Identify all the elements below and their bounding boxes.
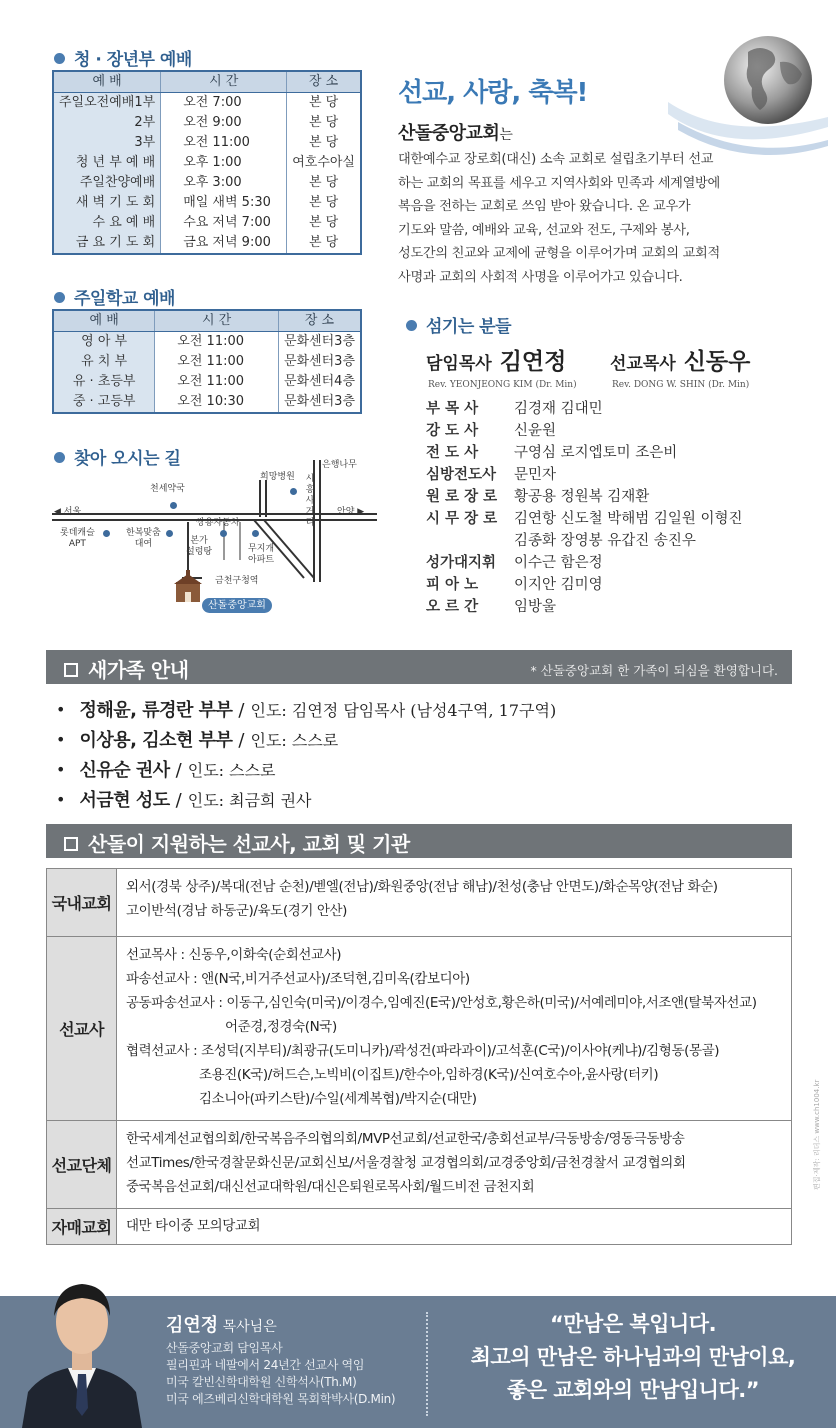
directions-title: 찾아 오시는 길 [54, 444, 180, 469]
intro-line: 복음을 전하는 교회로 쓰임 받아 왔습니다. 온 교우가 [398, 199, 691, 215]
support-bar [46, 824, 792, 858]
map-pin [290, 488, 297, 495]
table-row [47, 1209, 792, 1245]
staff-role: 성가대지휘 [426, 555, 497, 571]
map-label-church: 산돌중앙교회 [202, 598, 272, 613]
worship-place: 본 당 [308, 135, 339, 150]
servants-title: 섬기는 분들 [406, 312, 511, 337]
worship-name: 주일찬양예배 [53, 173, 161, 193]
map-label-lotte: 롯데캐슬 APT [60, 528, 95, 549]
youth-worship-table [52, 70, 362, 255]
intro-title: 선교, 사랑, 축복! [398, 78, 588, 108]
staff-list [426, 398, 743, 618]
domestic-churches: 외서(경북 상주)/복대(전남 순천)/벧엘(전남)/화원중앙(전남 해남)/천성(충남 안면도)/화순목양(전남 화순) 고이반석(경남 하동군)/육도(경기 안산) [117, 869, 792, 937]
family-guide: 인도: 스스로 [250, 731, 339, 750]
category-missionaries: 선교사 [47, 937, 117, 1121]
staff-names: 임방울 [514, 599, 557, 615]
staff-role: 원 로 장 로 [426, 489, 498, 505]
worship-place: 문화센터3층 [283, 394, 355, 409]
family-guide: 인도: 스스로 [187, 761, 276, 780]
category-sister: 자매교회 [47, 1209, 117, 1245]
staff-row [426, 596, 743, 618]
missionary-pastor: 선교목사 신동우 Rev. DONG W. SHIN (Dr. Min) [610, 348, 751, 390]
table-header: 장 소 [287, 71, 361, 93]
worship-name: 3부 [53, 133, 161, 153]
bullet-icon: • [56, 700, 66, 719]
worship-name: 수 요 예 배 [53, 213, 161, 233]
staff-row [426, 442, 743, 464]
table-header: 예 배 [53, 71, 161, 93]
staff-names: 김연항 신도철 박해범 김일원 이형진 [514, 511, 743, 527]
table-row [53, 113, 361, 133]
worship-time: 오전 9:00 [161, 113, 287, 133]
quote-line: “만남은 복입니다. [549, 1312, 717, 1336]
worship-place: 문화센터3층 [283, 354, 355, 369]
staff-role: 오 르 간 [426, 599, 479, 615]
credential-line: 미국 에즈베리신학대학원 목회학박사(D.Min) [166, 1392, 396, 1406]
table-row [53, 392, 361, 413]
worship-time: 금요 저녁 9:00 [161, 233, 287, 254]
map-label-anyang: 안양 ▶ [337, 507, 365, 517]
map-pin [252, 530, 259, 537]
senior-pastor: 담임목사 김연정 Rev. YEONJEONG KIM (Dr. Min) [426, 348, 577, 390]
list-item [56, 756, 276, 782]
worship-time: 오전 11:00 [155, 352, 279, 372]
table-header: 시 간 [161, 71, 287, 93]
table-row [53, 193, 361, 213]
staff-row [426, 552, 743, 574]
worship-place: 여호수아실 [292, 155, 355, 170]
support-title: 산돌이 지원하는 선교사, 교회 및 기관 [64, 828, 410, 857]
credential-line: 미국 칼빈신학대학원 신학석사(Th.M) [166, 1375, 357, 1389]
sister-church: 대만 타이중 모의당교회 [117, 1209, 792, 1245]
table-row [53, 133, 361, 153]
new-family-title: 새가족 안내 [64, 654, 189, 683]
intro-line: 하는 교회의 목표를 세우고 지역사회와 민족과 세계열방에 [398, 175, 720, 191]
map-label-bonga: 본가 설렁탕 [186, 536, 213, 557]
support-table [46, 868, 792, 1245]
category-orgs: 선교단체 [47, 1121, 117, 1209]
worship-time: 오전 7:00 [161, 93, 287, 114]
map-label-seoul: ◀ 서울 [54, 507, 82, 517]
worship-place: 본 당 [308, 175, 339, 190]
map-label-cheonse: 천세약국 [150, 484, 185, 494]
missionaries: 선교목사 : 신동우,이화숙(순회선교사) 파송선교사 : 앤(N국,비거주선교사)/조덕현,김미옥(캄보디아) 공동파송선교사 : 이동구,심인숙(미국)/이경수,임예진(E국)/안성호,황은하(미국)/서예레미야,서조앤(탈북자선교) 어준경,정경숙(N국) 협력선교사 : 조성덕(지부티)/최광규(도미니카)/곽성건(파라과이)/고석훈(C국)/이사야(케냐)/김형동(몽골) 조용진(K국)/허드슨,노빅비(이집트)/한수아,임하경(K국)/신여호수아,윤사랑(터키) 김소니아(파키스탄)/수일(세계복협)/박지순(대만) [117, 937, 792, 1121]
list-item [56, 726, 338, 752]
staff-role: 시 무 장 로 [426, 511, 498, 527]
staff-role: 강 도 사 [426, 423, 479, 439]
map-label-geumcheon: 금천구청역 [215, 576, 259, 586]
staff-row [426, 464, 743, 486]
table-row [47, 937, 792, 1121]
map-label-mujigae: 무지개 아파트 [248, 544, 275, 565]
intro-line: 사명과 교회의 사회적 사명을 이루어가고 있습니다. [398, 269, 683, 285]
staff-role: 전 도 사 [426, 445, 479, 461]
map-label-hanbok: 한복맞춤 대여 [126, 528, 161, 549]
family-name: 이상용, 김소현 부부 [79, 730, 233, 751]
worship-name: 중 · 고등부 [53, 392, 155, 413]
staff-row [426, 420, 743, 442]
worship-place: 본 당 [308, 235, 339, 250]
separator: / [238, 700, 245, 721]
footer-quote [440, 1308, 826, 1407]
directions-map [52, 460, 382, 620]
worship-place: 본 당 [308, 95, 339, 110]
family-name: 정해윤, 류경란 부부 [79, 700, 233, 721]
family-name: 서금현 성도 [79, 790, 170, 811]
bullet-icon: • [56, 760, 66, 779]
worship-name: 새 벽 기 도 회 [53, 193, 161, 213]
map-label-heemang: 희망병원 [260, 472, 295, 482]
staff-names: 이지안 김미영 [514, 577, 603, 593]
worship-place: 문화센터3층 [283, 334, 355, 349]
worship-time: 수요 저녁 7:00 [161, 213, 287, 233]
worship-place: 본 당 [308, 215, 339, 230]
worship-place: 본 당 [308, 195, 339, 210]
list-item [56, 696, 556, 722]
bullet-dot-icon [54, 292, 65, 303]
staff-names: 신윤원 [514, 423, 557, 439]
quote-line: 최고의 만남은 하나님과의 만남이요, [470, 1345, 796, 1369]
bullet-icon: • [56, 790, 66, 809]
intro-line: 기도와 말씀, 예배와 교육, 선교와 전도, 구제와 봉사, [398, 222, 690, 238]
list-item [56, 786, 312, 812]
intro-line: 대한예수교 장로회(대신) 소속 교회로 설립초기부터 선교 [398, 152, 714, 167]
staff-names: 황공용 정원복 김재환 [514, 489, 650, 505]
map-pin [170, 502, 177, 509]
worship-time: 오후 1:00 [161, 153, 287, 173]
worship-name: 유 치 부 [53, 352, 155, 372]
sunday-school-table [52, 309, 362, 414]
table-row [53, 352, 361, 372]
map-label-ssangyong: 쌍용자동차 [196, 518, 240, 528]
church-name: 산돌중앙교회는 [398, 123, 513, 144]
sunday-school-title: 주일학교 예배 [54, 284, 175, 309]
road-lines [52, 460, 382, 620]
staff-names: 김경재 김대민 [514, 401, 603, 417]
table-row [53, 93, 361, 114]
family-guide: 인도: 김연정 담임목사 (남성4구역, 17구역) [250, 701, 557, 720]
worship-place: 본 당 [308, 115, 339, 130]
staff-row [426, 398, 743, 420]
footer-divider [426, 1312, 428, 1416]
staff-role: 피 아 노 [426, 577, 479, 593]
side-note: 편집·제작: 리더스 www.ch1004.kr [813, 1079, 821, 1190]
worship-name: 2부 [53, 113, 161, 133]
table-row [53, 153, 361, 173]
staff-row [426, 574, 743, 596]
worship-time: 오후 3:00 [161, 173, 287, 193]
worship-name: 영 아 부 [53, 332, 155, 353]
worship-time: 오전 11:00 [155, 332, 279, 353]
category-domestic: 국내교회 [47, 869, 117, 937]
pastor-profile: 김연정 목사님은 산돌중앙교회 담임목사 필리핀과 네팔에서 24년간 선교사 역임 미국 칼빈신학대학원 신학석사(Th.M) 미국 에즈베리신학대학원 목회학박사(D.Min) [166, 1315, 396, 1406]
table-row [53, 233, 361, 254]
staff-role: 심방전도사 [426, 467, 497, 483]
church-building-icon [172, 570, 204, 604]
map-label-bank-tree: 은행나무 [322, 460, 357, 470]
bullet-dot-icon [406, 320, 417, 331]
staff-row [426, 508, 743, 530]
table-row [53, 173, 361, 193]
worship-time: 오전 11:00 [155, 372, 279, 392]
table-row [53, 372, 361, 392]
mission-orgs: 한국세계선교협의회/한국복음주의협의회/MVP선교회/선교한국/총회선교부/극동방송/영동극동방송 선교Times/한국경찰문화신문/교회신보/서울경찰청 교경협의회/교경중앙회/금천경찰서 교경협의회 중국복음선교회/대신선교대학원/대신은퇴원로목사회/월드비전 금천지회 [117, 1121, 792, 1209]
table-header: 예 배 [53, 310, 155, 332]
table-header: 장 소 [278, 310, 361, 332]
youth-worship-title: 청 · 장년부 예배 [54, 45, 192, 70]
globe-icon [668, 22, 828, 162]
worship-name: 유 · 초등부 [53, 372, 155, 392]
worship-time: 오전 11:00 [161, 133, 287, 153]
square-icon [64, 663, 78, 677]
worship-time: 매일 새벽 5:30 [161, 193, 287, 213]
separator: / [238, 730, 245, 751]
credential-line: 산돌중앙교회 담임목사 [166, 1341, 283, 1355]
worship-time: 오전 10:30 [155, 392, 279, 413]
square-icon [64, 837, 78, 851]
worship-name: 금 요 기 도 회 [53, 233, 161, 254]
map-pin [220, 530, 227, 537]
quote-line: 좋은 교회와의 만남입니다.” [506, 1378, 760, 1402]
staff-names: 문민자 [514, 467, 557, 483]
bullet-icon: • [56, 730, 66, 749]
credential-line: 필리핀과 네팔에서 24년간 선교사 역임 [166, 1358, 365, 1372]
map-label-siheung: 시흥사거리 [305, 474, 315, 528]
table-row [47, 869, 792, 937]
staff-row [426, 530, 743, 552]
staff-names: 이수근 함은정 [514, 555, 603, 571]
worship-place: 문화센터4층 [283, 374, 355, 389]
staff-names: 구영심 로지엡토미 조은비 [514, 445, 678, 461]
new-family-note: * 산돌중앙교회 한 가족이 되심을 환영합니다. [530, 663, 778, 678]
separator: / [175, 790, 182, 811]
bullet-dot-icon [54, 53, 65, 64]
map-pin [103, 530, 110, 537]
staff-row [426, 486, 743, 508]
worship-name: 주일오전예배1부 [53, 93, 161, 114]
separator: / [175, 760, 182, 781]
intro-text [398, 148, 758, 290]
intro-line: 성도간의 친교와 교제에 균형을 이루어가며 교회의 교회적 [398, 246, 720, 262]
map-pin [166, 530, 173, 537]
table-row [47, 1121, 792, 1209]
new-family-bar [46, 650, 792, 684]
staff-role: 부 목 사 [426, 401, 479, 417]
pastor-portrait [22, 1270, 142, 1428]
family-guide: 인도: 최금희 권사 [187, 791, 312, 810]
table-header: 시 간 [155, 310, 279, 332]
family-name: 신유순 권사 [79, 760, 170, 781]
worship-name: 청 년 부 예 배 [53, 153, 161, 173]
table-row [53, 213, 361, 233]
table-row [53, 332, 361, 353]
staff-names: 김종화 장영봉 유갑진 송진우 [514, 533, 696, 549]
